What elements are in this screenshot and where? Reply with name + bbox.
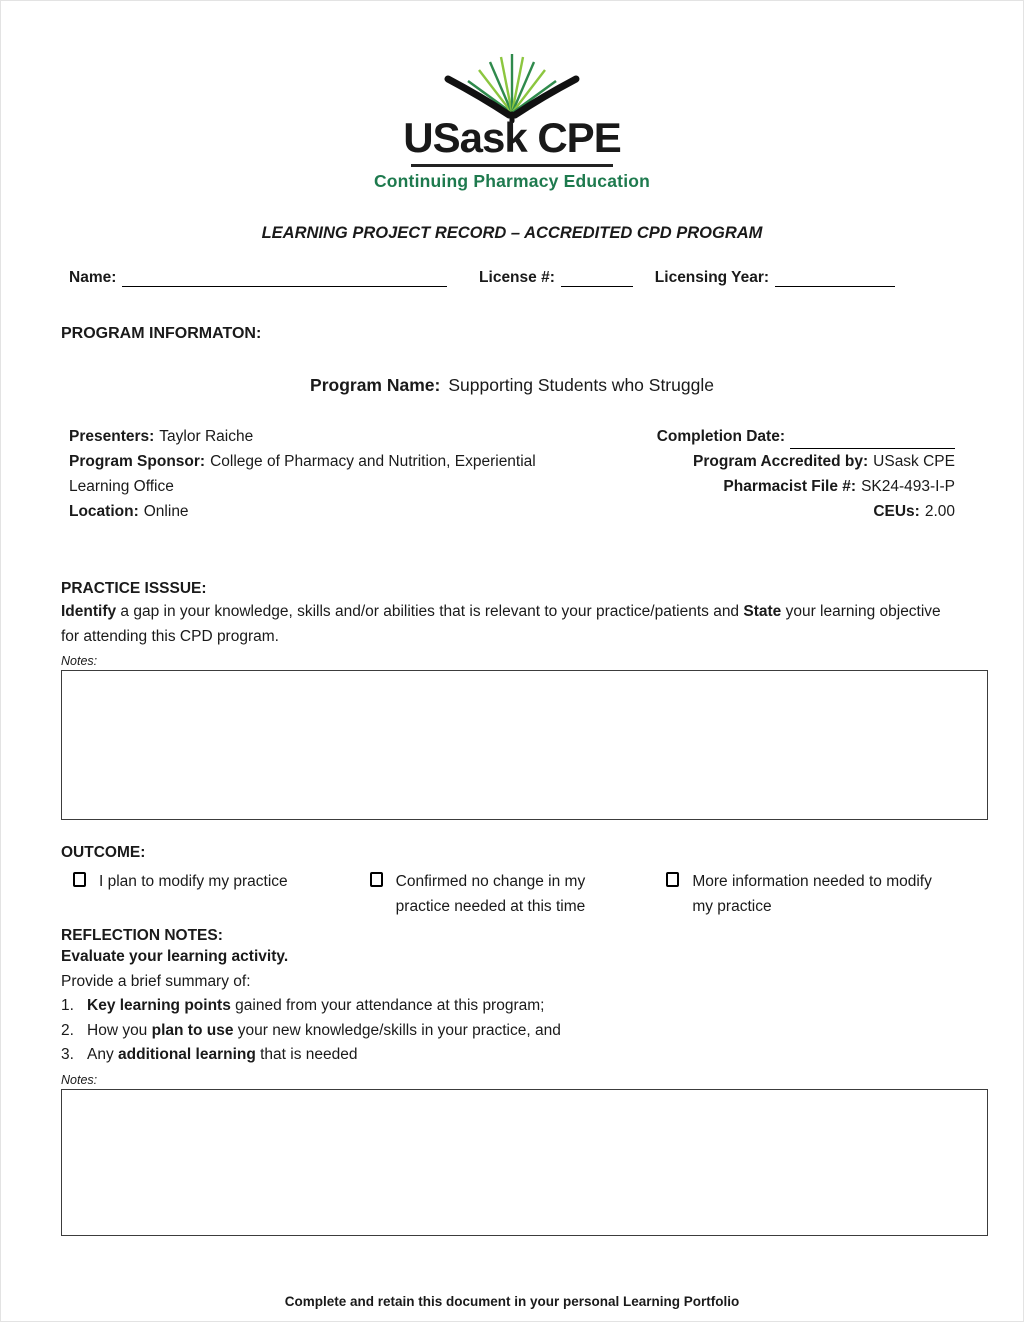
program-information-heading: PROGRAM INFORMATON:	[61, 325, 262, 342]
licensing-year-label: Licensing Year:	[654, 269, 770, 286]
list-text: How you plan to use your new knowledge/skills in your practice, and	[87, 1021, 561, 1039]
checkbox-modify-practice[interactable]	[73, 872, 86, 887]
list-number: 3.	[61, 1046, 74, 1063]
logo	[61, 1, 963, 192]
outcome-option-label: Confirmed no change in my practice needed at this time	[395, 873, 586, 915]
licensing-year-field[interactable]	[775, 270, 895, 287]
program-name-label: Program Name:	[310, 375, 441, 395]
reflection-item-3	[61, 1043, 963, 1068]
practice-issue-bold-identify: Identify	[61, 603, 117, 620]
checkbox-more-information[interactable]	[666, 872, 679, 887]
reflection-item-1	[61, 994, 963, 1019]
program-info-grid	[61, 424, 963, 524]
ceus-value: 2.00	[924, 503, 955, 520]
checkbox-no-change[interactable]	[370, 872, 383, 887]
reflection-notes-box[interactable]	[61, 1089, 988, 1236]
ceus-row	[603, 499, 955, 524]
license-label: License #:	[479, 269, 555, 286]
list-text: Any additional learning that is needed	[87, 1046, 358, 1063]
program-info-right-column	[603, 424, 955, 524]
practice-issue-heading: PRACTICE ISSSUE:	[61, 580, 207, 597]
pharmacist-file-label: Pharmacist File #:	[723, 478, 857, 495]
completion-date-row	[603, 424, 955, 449]
practice-notes-label: Notes:	[61, 654, 98, 668]
logo-subtitle: Continuing Pharmacy Education	[373, 171, 651, 191]
outcome-options	[61, 869, 963, 919]
name-field[interactable]	[122, 270, 447, 287]
practice-issue-bold-state: State	[743, 603, 782, 620]
document-title: LEARNING PROJECT RECORD – ACCREDITED CPD PROGRAM	[261, 224, 763, 242]
ceus-label: CEUs:	[873, 503, 920, 520]
completion-date-label: Completion Date:	[656, 428, 785, 445]
reflection-item-2	[61, 1019, 963, 1044]
practice-issue-description	[61, 600, 963, 649]
license-field[interactable]	[561, 270, 633, 287]
outcome-option	[73, 869, 370, 919]
program-name-line	[61, 375, 963, 396]
identity-row	[61, 269, 963, 287]
reflection-evaluate-line: Evaluate your learning activity.	[61, 948, 289, 965]
location-value: Online	[143, 503, 189, 520]
open-book-rays-icon	[437, 51, 587, 123]
location-label: Location:	[69, 503, 139, 520]
location-row	[69, 499, 541, 524]
accredited-by-value: USask CPE	[873, 453, 955, 470]
presenters-value: Taylor Raiche	[159, 428, 254, 445]
pharmacist-file-value: SK24-493-I-P	[861, 478, 955, 495]
list-number: 2.	[61, 1021, 74, 1039]
name-label: Name:	[69, 269, 117, 286]
presenters-label: Presenters:	[69, 428, 155, 445]
practice-notes-box[interactable]	[61, 670, 988, 820]
outcome-section	[61, 844, 963, 919]
accredited-by-label: Program Accredited by:	[693, 453, 869, 470]
program-sponsor-label: Program Sponsor:	[69, 453, 206, 470]
logo-title: USask CPE	[403, 114, 621, 161]
practice-issue-section	[61, 580, 963, 820]
program-info-left-column	[69, 424, 541, 524]
reflection-intro-line: Provide a brief summary of:	[61, 972, 251, 990]
pharmacist-file-row	[603, 474, 955, 499]
reflection-notes-label: Notes:	[61, 1072, 98, 1087]
outcome-option	[666, 869, 963, 919]
program-sponsor-value: College of Pharmacy and Nutrition, Experiential Learning Office	[69, 453, 536, 495]
list-number: 1.	[61, 997, 74, 1014]
program-sponsor-row	[69, 449, 541, 499]
reflection-heading: REFLECTION NOTES:	[61, 927, 223, 944]
practice-issue-text-end: your learning objective for attending this CPD program.	[61, 603, 941, 645]
program-name-value: Supporting Students who Struggle	[448, 375, 714, 395]
outcome-heading: OUTCOME:	[61, 844, 146, 861]
outcome-option-label: More information needed to modify my practice	[692, 873, 932, 915]
completion-date-field[interactable]	[790, 432, 955, 449]
list-text: Key learning points gained from your attendance at this program;	[87, 997, 545, 1014]
presenters-row	[69, 424, 541, 449]
practice-issue-text-mid: a gap in your knowledge, skills and/or abilities that is relevant to your practice/patients and	[116, 603, 744, 620]
logo-divider	[411, 164, 613, 167]
footer-instruction: Complete and retain this document in your personal Learning Portfolio	[284, 1293, 740, 1309]
outcome-option	[370, 869, 667, 919]
outcome-option-label: I plan to modify my practice	[99, 873, 288, 890]
reflection-section	[61, 927, 963, 1236]
accredited-by-row	[603, 449, 955, 474]
